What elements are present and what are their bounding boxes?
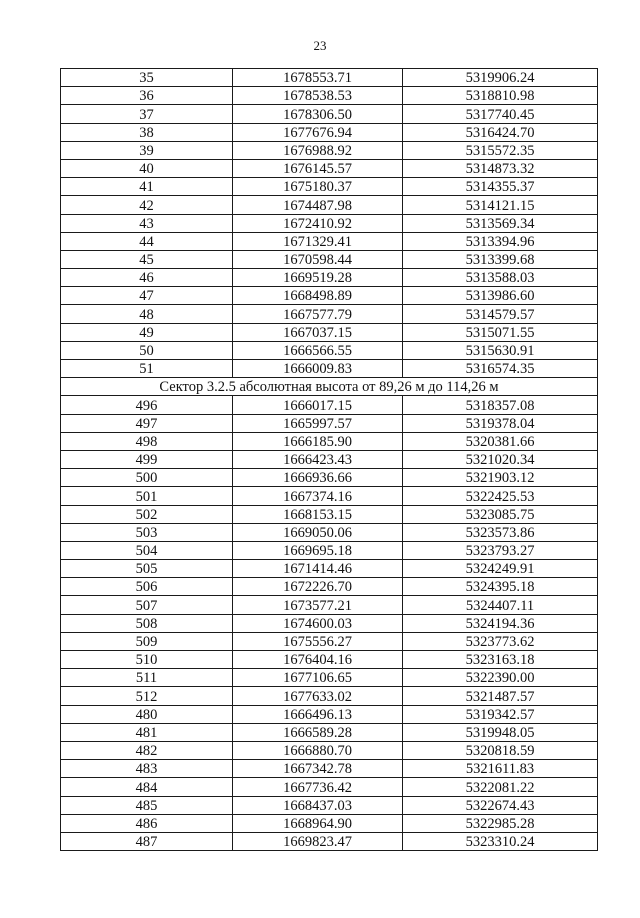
point-number: 502 bbox=[61, 505, 233, 523]
x-coordinate: 1678553.71 bbox=[233, 69, 403, 87]
table-row bbox=[61, 178, 598, 196]
y-coordinate: 5322081.22 bbox=[403, 778, 598, 796]
y-coordinate: 5319948.05 bbox=[403, 723, 598, 741]
x-coordinate: 1666185.90 bbox=[233, 432, 403, 450]
y-coordinate: 5321611.83 bbox=[403, 760, 598, 778]
point-number: 48 bbox=[61, 305, 233, 323]
x-coordinate: 1669823.47 bbox=[233, 832, 403, 850]
table-row bbox=[61, 505, 598, 523]
point-number: 45 bbox=[61, 250, 233, 268]
point-number: 510 bbox=[61, 651, 233, 669]
table-row bbox=[61, 523, 598, 541]
table-row bbox=[61, 541, 598, 559]
y-coordinate: 5324194.36 bbox=[403, 614, 598, 632]
table-row bbox=[61, 269, 598, 287]
y-coordinate: 5316574.35 bbox=[403, 360, 598, 378]
y-coordinate: 5321020.34 bbox=[403, 450, 598, 468]
table-row bbox=[61, 687, 598, 705]
point-number: 484 bbox=[61, 778, 233, 796]
table-row bbox=[61, 469, 598, 487]
point-number: 512 bbox=[61, 687, 233, 705]
x-coordinate: 1666423.43 bbox=[233, 450, 403, 468]
y-coordinate: 5324395.18 bbox=[403, 578, 598, 596]
y-coordinate: 5319378.04 bbox=[403, 414, 598, 432]
table-row bbox=[61, 396, 598, 414]
y-coordinate: 5320818.59 bbox=[403, 741, 598, 759]
table-row bbox=[61, 287, 598, 305]
coordinates-table bbox=[60, 68, 598, 851]
table-row bbox=[61, 814, 598, 832]
x-coordinate: 1667342.78 bbox=[233, 760, 403, 778]
x-coordinate: 1676404.16 bbox=[233, 651, 403, 669]
point-number: 482 bbox=[61, 741, 233, 759]
point-number: 37 bbox=[61, 105, 233, 123]
table-row bbox=[61, 87, 598, 105]
x-coordinate: 1675556.27 bbox=[233, 632, 403, 650]
table-row bbox=[61, 596, 598, 614]
x-coordinate: 1666009.83 bbox=[233, 360, 403, 378]
x-coordinate: 1666936.66 bbox=[233, 469, 403, 487]
x-coordinate: 1667577.79 bbox=[233, 305, 403, 323]
y-coordinate: 5318810.98 bbox=[403, 87, 598, 105]
table-row bbox=[61, 141, 598, 159]
point-number: 40 bbox=[61, 159, 233, 177]
x-coordinate: 1672410.92 bbox=[233, 214, 403, 232]
point-number: 38 bbox=[61, 123, 233, 141]
point-number: 500 bbox=[61, 469, 233, 487]
table-row bbox=[61, 705, 598, 723]
table-row bbox=[61, 778, 598, 796]
x-coordinate: 1672226.70 bbox=[233, 578, 403, 596]
table-row bbox=[61, 578, 598, 596]
x-coordinate: 1668964.90 bbox=[233, 814, 403, 832]
point-number: 511 bbox=[61, 669, 233, 687]
point-number: 496 bbox=[61, 396, 233, 414]
point-number: 49 bbox=[61, 323, 233, 341]
point-number: 481 bbox=[61, 723, 233, 741]
table-row bbox=[61, 232, 598, 250]
point-number: 35 bbox=[61, 69, 233, 87]
table-row bbox=[61, 305, 598, 323]
y-coordinate: 5319906.24 bbox=[403, 69, 598, 87]
point-number: 50 bbox=[61, 341, 233, 359]
point-number: 43 bbox=[61, 214, 233, 232]
point-number: 497 bbox=[61, 414, 233, 432]
x-coordinate: 1671414.46 bbox=[233, 560, 403, 578]
x-coordinate: 1669695.18 bbox=[233, 541, 403, 559]
y-coordinate: 5313588.03 bbox=[403, 269, 598, 287]
y-coordinate: 5313986.60 bbox=[403, 287, 598, 305]
y-coordinate: 5322985.28 bbox=[403, 814, 598, 832]
y-coordinate: 5323085.75 bbox=[403, 505, 598, 523]
point-number: 47 bbox=[61, 287, 233, 305]
y-coordinate: 5323793.27 bbox=[403, 541, 598, 559]
table-body-bottom bbox=[61, 396, 598, 851]
point-number: 42 bbox=[61, 196, 233, 214]
x-coordinate: 1667736.42 bbox=[233, 778, 403, 796]
y-coordinate: 5316424.70 bbox=[403, 123, 598, 141]
point-number: 46 bbox=[61, 269, 233, 287]
point-number: 487 bbox=[61, 832, 233, 850]
y-coordinate: 5321487.57 bbox=[403, 687, 598, 705]
x-coordinate: 1675180.37 bbox=[233, 178, 403, 196]
x-coordinate: 1669050.06 bbox=[233, 523, 403, 541]
table-body-top bbox=[61, 69, 598, 378]
y-coordinate: 5314873.32 bbox=[403, 159, 598, 177]
table-row bbox=[61, 196, 598, 214]
point-number: 41 bbox=[61, 178, 233, 196]
y-coordinate: 5315572.35 bbox=[403, 141, 598, 159]
x-coordinate: 1674487.98 bbox=[233, 196, 403, 214]
x-coordinate: 1670598.44 bbox=[233, 250, 403, 268]
y-coordinate: 5321903.12 bbox=[403, 469, 598, 487]
point-number: 483 bbox=[61, 760, 233, 778]
table-row bbox=[61, 414, 598, 432]
sector-section bbox=[61, 378, 598, 396]
x-coordinate: 1677633.02 bbox=[233, 687, 403, 705]
table-row bbox=[61, 614, 598, 632]
table-row bbox=[61, 741, 598, 759]
table-row bbox=[61, 669, 598, 687]
y-coordinate: 5324249.91 bbox=[403, 560, 598, 578]
table-row bbox=[61, 123, 598, 141]
y-coordinate: 5323163.18 bbox=[403, 651, 598, 669]
x-coordinate: 1666017.15 bbox=[233, 396, 403, 414]
page-number: 23 bbox=[313, 38, 327, 53]
point-number: 503 bbox=[61, 523, 233, 541]
x-coordinate: 1677676.94 bbox=[233, 123, 403, 141]
point-number: 51 bbox=[61, 360, 233, 378]
point-number: 485 bbox=[61, 796, 233, 814]
y-coordinate: 5314121.15 bbox=[403, 196, 598, 214]
x-coordinate: 1668437.03 bbox=[233, 796, 403, 814]
y-coordinate: 5314579.57 bbox=[403, 305, 598, 323]
point-number: 486 bbox=[61, 814, 233, 832]
x-coordinate: 1666880.70 bbox=[233, 741, 403, 759]
point-number: 504 bbox=[61, 541, 233, 559]
table-row bbox=[61, 723, 598, 741]
y-coordinate: 5313569.34 bbox=[403, 214, 598, 232]
table-row bbox=[61, 487, 598, 505]
y-coordinate: 5322390.00 bbox=[403, 669, 598, 687]
x-coordinate: 1671329.41 bbox=[233, 232, 403, 250]
table-row bbox=[61, 450, 598, 468]
x-coordinate: 1677106.65 bbox=[233, 669, 403, 687]
y-coordinate: 5315071.55 bbox=[403, 323, 598, 341]
table-row bbox=[61, 832, 598, 850]
point-number: 44 bbox=[61, 232, 233, 250]
point-number: 36 bbox=[61, 87, 233, 105]
x-coordinate: 1673577.21 bbox=[233, 596, 403, 614]
point-number: 505 bbox=[61, 560, 233, 578]
x-coordinate: 1666496.13 bbox=[233, 705, 403, 723]
sector-heading-row bbox=[61, 378, 598, 396]
table-row bbox=[61, 159, 598, 177]
sector-heading: Сектор 3.2.5 абсолютная высота от 89,26 м до 114,26 м bbox=[61, 378, 598, 396]
x-coordinate: 1667374.16 bbox=[233, 487, 403, 505]
x-coordinate: 1676145.57 bbox=[233, 159, 403, 177]
y-coordinate: 5319342.57 bbox=[403, 705, 598, 723]
x-coordinate: 1676988.92 bbox=[233, 141, 403, 159]
table-row bbox=[61, 69, 598, 87]
point-number: 506 bbox=[61, 578, 233, 596]
point-number: 501 bbox=[61, 487, 233, 505]
x-coordinate: 1668498.89 bbox=[233, 287, 403, 305]
table-row bbox=[61, 323, 598, 341]
x-coordinate: 1665997.57 bbox=[233, 414, 403, 432]
point-number: 499 bbox=[61, 450, 233, 468]
y-coordinate: 5322674.43 bbox=[403, 796, 598, 814]
y-coordinate: 5323310.24 bbox=[403, 832, 598, 850]
table-row bbox=[61, 432, 598, 450]
table-row bbox=[61, 250, 598, 268]
y-coordinate: 5320381.66 bbox=[403, 432, 598, 450]
table-row bbox=[61, 105, 598, 123]
table-row bbox=[61, 360, 598, 378]
x-coordinate: 1666566.55 bbox=[233, 341, 403, 359]
y-coordinate: 5313399.68 bbox=[403, 250, 598, 268]
point-number: 507 bbox=[61, 596, 233, 614]
table-row bbox=[61, 796, 598, 814]
point-number: 509 bbox=[61, 632, 233, 650]
table-row bbox=[61, 560, 598, 578]
y-coordinate: 5324407.11 bbox=[403, 596, 598, 614]
table-row bbox=[61, 214, 598, 232]
x-coordinate: 1667037.15 bbox=[233, 323, 403, 341]
point-number: 39 bbox=[61, 141, 233, 159]
table-row bbox=[61, 760, 598, 778]
table-row bbox=[61, 341, 598, 359]
y-coordinate: 5314355.37 bbox=[403, 178, 598, 196]
x-coordinate: 1678306.50 bbox=[233, 105, 403, 123]
point-number: 508 bbox=[61, 614, 233, 632]
y-coordinate: 5322425.53 bbox=[403, 487, 598, 505]
y-coordinate: 5323773.62 bbox=[403, 632, 598, 650]
table-row bbox=[61, 651, 598, 669]
y-coordinate: 5315630.91 bbox=[403, 341, 598, 359]
table-row bbox=[61, 632, 598, 650]
point-number: 498 bbox=[61, 432, 233, 450]
x-coordinate: 1674600.03 bbox=[233, 614, 403, 632]
x-coordinate: 1668153.15 bbox=[233, 505, 403, 523]
x-coordinate: 1678538.53 bbox=[233, 87, 403, 105]
y-coordinate: 5317740.45 bbox=[403, 105, 598, 123]
x-coordinate: 1669519.28 bbox=[233, 269, 403, 287]
y-coordinate: 5313394.96 bbox=[403, 232, 598, 250]
y-coordinate: 5323573.86 bbox=[403, 523, 598, 541]
x-coordinate: 1666589.28 bbox=[233, 723, 403, 741]
y-coordinate: 5318357.08 bbox=[403, 396, 598, 414]
point-number: 480 bbox=[61, 705, 233, 723]
